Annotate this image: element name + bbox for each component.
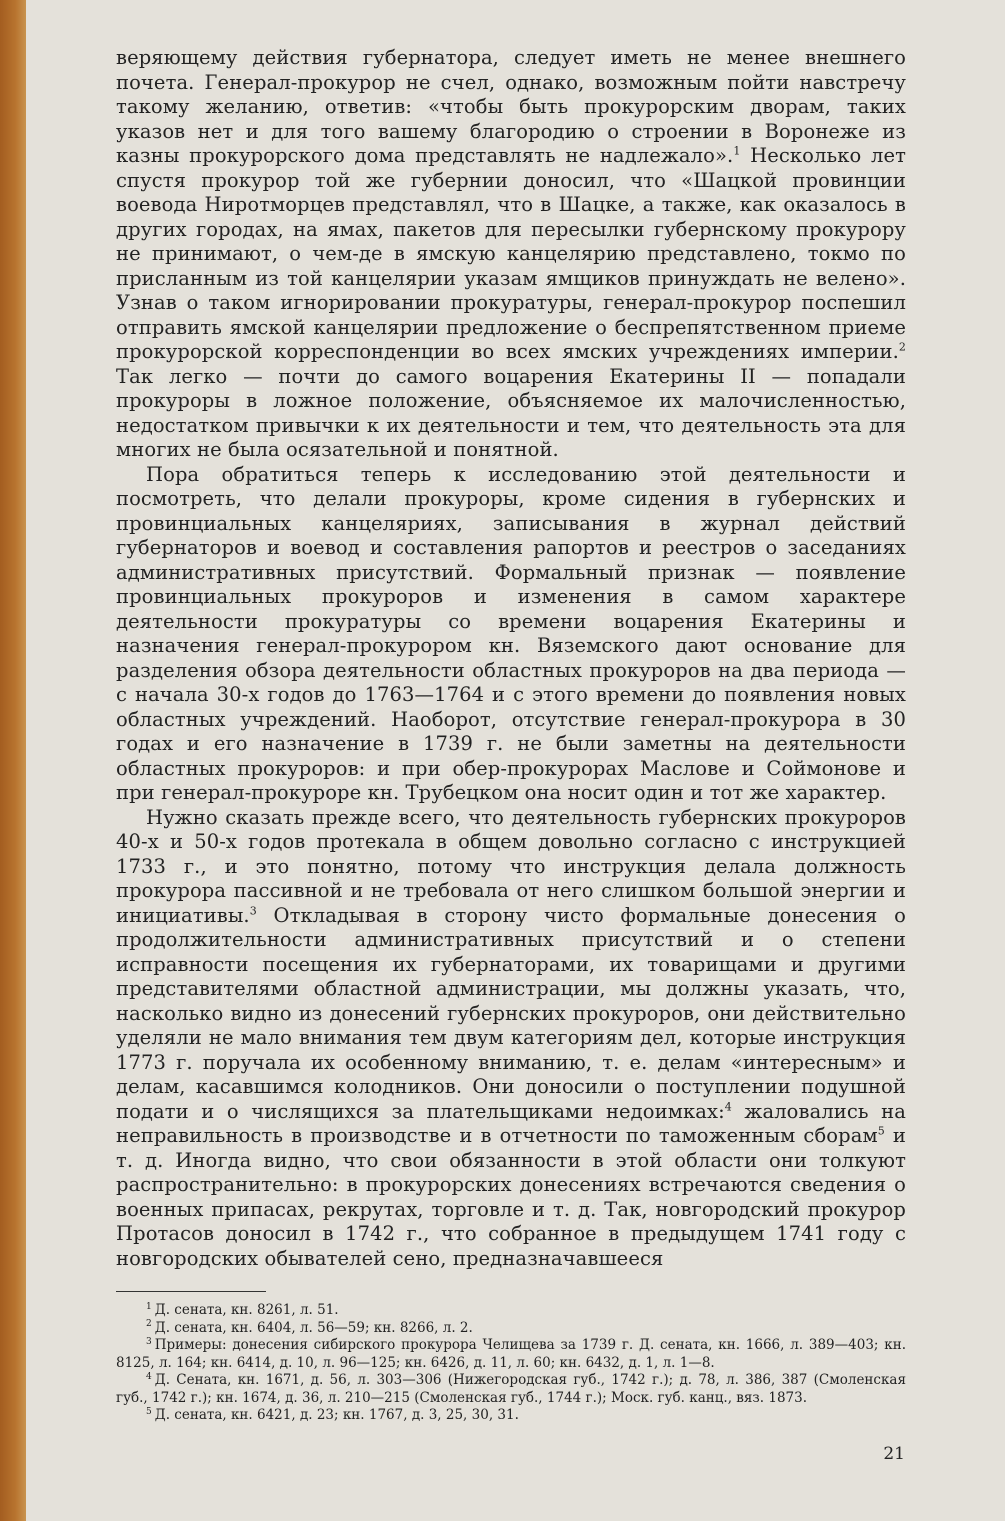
footnote-text: Д. Сената, кн. 1671, д. 56, л. 303—306 (Нижегородская губ., 1742 г.); д. 78, л. 386, 387 (Смоленская губ., 1742 г.); кн. 1674, д. 36, л. 210—215 (Смоленская губ., 1744 г.); Моск. губ. канц., вяз. 1873.	[116, 1372, 906, 1406]
text-run: Нужно сказать прежде всего, что деятельность губернских прокуроров 40-х и 50-х годов протекала в общем довольно согласно с инструкцией 1733 г., и это понятно, потому что инструкция делала должность прокурора пассивной и не требовала от него слишком большой энергии и инициативы.	[116, 805, 906, 927]
footnote-ref[interactable]: 1	[733, 144, 741, 158]
footnote-3	[116, 1337, 906, 1372]
text-run: веряющему действия губернатора, следует иметь не менее внешнего почета. Генерал-прокурор не счел, однако, возможным пойти навстречу такому желанию, ответив: «чтобы быть прокурорским дворам, таких указов нет и для того вашему благородию о строении в Воронеже из казны прокурорского дома представлять не надлежало».	[116, 46, 906, 167]
footnote-2	[116, 1320, 906, 1338]
footnote-text: Примеры: донесения сибирского прокурора Челищева за 1739 г. Д. сената, кн. 1666, л. 389—403; кн. 8125, л. 164; кн. 6414, д. 10, л. 96—125; кн. 6426, д. 11, л. 60; кн. 6432, д. 1, л. 1—8.	[116, 1337, 906, 1371]
page-edge	[0, 0, 26, 1521]
page-number: 21	[883, 1444, 905, 1464]
text-run: Пора обратиться теперь к исследованию этой деятельности и посмотреть, что делали прокуроры, кроме сидения в губернских и провинциальных канцеляриях, записывания в журнал действий губернаторов и воевод и составления рапортов и реестров о заседаниях административных присутствий. Формальный признак — появление провинциальных прокуроров и изменения в самом характере деятельности прокуратуры со времени воцарения Екатерины и назначения генерал-прокурором кн. Вяземского дают основание для разделения обзора деятельности областных прокуроров на два периода — с начала 30-х годов до 1763—1764 и с этого времени до появления новых областных учреждений. Наоборот, отсутствие генерал-прокурора в 30 годах и его назначение в 1739 г. не были заметны на деятельности областных прокуроров: и при обер-прокурорах Маслове и Соймонове и при генерал-прокуроре кн. Трубецком она носит один и тот же характер.	[116, 462, 906, 804]
footnote-text: Д. сената, кн. 6404, л. 56—59; кн. 8266, л. 2.	[154, 1319, 473, 1336]
footnote-text: Д. сената, кн. 8261, л. 51.	[154, 1302, 339, 1318]
footnote-number: 1	[146, 1301, 152, 1312]
paragraph-2	[116, 463, 906, 806]
footnote-5	[116, 1407, 906, 1425]
footnote-1	[116, 1302, 906, 1320]
footnote-ref[interactable]: 2	[898, 340, 906, 354]
footnotes	[116, 1302, 906, 1425]
text-run: жаловались на неправильность в производстве и в отчетности по таможенным сборам	[116, 1099, 906, 1147]
text-run: Так легко — почти до самого воцарения Екатерины II — попадали прокуроры в ложное положение, объясняемое их малочисленностью, недостатком привычки к их деятельности и тем, что деятельность эта для многих не была осязательной и понятной.	[116, 364, 906, 461]
footnote-ref[interactable]: 3	[249, 904, 257, 917]
text-run: Несколько лет спустя прокурор той же губернии доносил, что «Шацкой провинции воевода Ниротморцев представлял, что в Шацке, а также, как оказалось в других городах, на ямах, пакетов для пересылки губернскому прокурору не принимают, о чем-де в ямскую канцелярию представлено, токмо по присланным из той канцелярии указам ямщиков принуждать не велено». Узнав о таком игнорировании прокуратуры, генерал-прокурор поспешил отправить ямской канцелярии предложение о беспрепятственном приеме прокурорской корреспонденции во всех ямских учреждениях империи.	[116, 144, 907, 363]
footnote-4	[116, 1372, 906, 1407]
text-run: Откладывая в сторону чисто формальные донесения о продолжительности административных присутствий и о степени исправности посещения их губернаторами, их товарищами и другими представителями областной администрации, мы должны указать, что, насколько видно из донесений губернских прокуроров, они действительно уделяли не мало внимания тем двум категориям дел, которые инструкция 1773 г. поручала их особенному вниманию, т. е. делам «интересным» и делам, касавшимся колодников. Они доносили о поступлении подушной подати и о числящихся за плательщиками недоимках:	[116, 903, 906, 1123]
footnote-ref[interactable]: 4	[724, 1100, 732, 1113]
main-text	[116, 46, 906, 1425]
footnote-number: 4	[146, 1371, 152, 1382]
footnote-text: Д. сената, кн. 6421, д. 23; кн. 1767, д. 3, 25, 30, 31.	[154, 1407, 519, 1423]
paragraph-3	[116, 806, 906, 1272]
footnote-ref[interactable]: 5	[877, 1124, 885, 1138]
footnote-number: 2	[146, 1319, 152, 1329]
footnote-divider	[116, 1291, 266, 1292]
paragraph-1	[116, 46, 906, 463]
footnote-number: 3	[146, 1336, 152, 1347]
footnote-number: 5	[146, 1406, 152, 1417]
text-run: и т. д. Иногда видно, что свои обязанности в этой области они толкуют распространительно: в прокурорских донесениях встречаются сведения о военных припасах, рекрутах, торговле и т. д. Так, новгородский прокурор Протасов доносил в 1742 г., что собранное в предыдущем 1741 году с новгородских обывателей сено, предназначавшееся	[116, 1124, 906, 1270]
